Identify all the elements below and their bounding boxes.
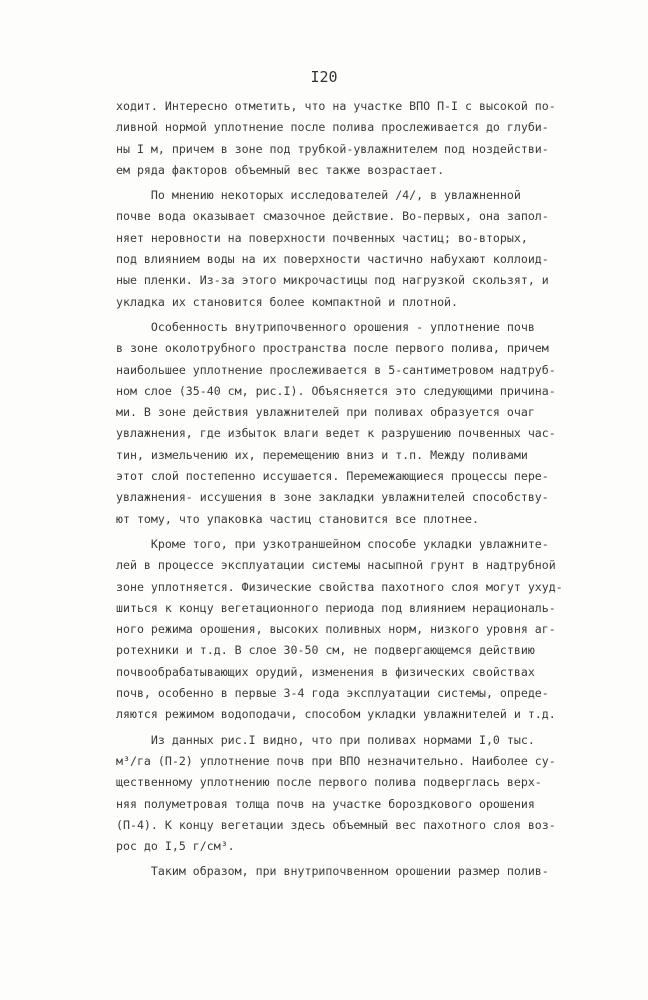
text-line: тин, измельчению их, перемещению вниз и т.п. Между поливами — [116, 447, 528, 462]
text-line: рос до I,5 г/см³. — [116, 839, 235, 854]
text-line: наибольшее уплотнение прослеживается в 5-сантиметровом надтруб- — [116, 362, 556, 377]
text-line: ны I м, причем в зоне под трубкой-увлажнителем под ноздействи- — [116, 141, 549, 156]
text-line: (П-4). К концу вегетации здесь объемный вес пахотного слоя воз- — [116, 817, 556, 832]
text-line: Таким образом, при внутрипочвенном орошении размер полив- — [116, 864, 549, 879]
text-line: увлажнения, где избыток влаги ведет к разрушению почвенных час- — [116, 426, 556, 441]
text-line: Особенность внутрипочвенного орошения - уплотнение почв — [116, 319, 535, 334]
page-number: I20 — [310, 68, 338, 86]
paragraph — [116, 317, 616, 530]
text-line: м³/га (П-2) уплотнение почв при ВПО незначительно. Наиболее су- — [116, 753, 556, 768]
text-line: ливной нормой уплотнение после полива прослеживается до глуби- — [116, 120, 549, 135]
text-line: ем ряда факторов объемный вес также возрастает. — [116, 162, 445, 177]
text-line: Из данных рис.I видно, что при поливах нормами I,0 тыс. — [116, 732, 535, 747]
text-line: ном слое (35-40 см, рис.I). Объясняется это следующими причина- — [116, 383, 556, 398]
text-line: ми. В зоне действия увлажнителей при поливах образуется очаг — [116, 405, 535, 420]
paragraph — [116, 534, 616, 726]
paragraph — [116, 730, 616, 858]
text-line: в зоне околотрубного пространства после первого полива, причем — [116, 341, 549, 356]
text-line: ные пленки. Из-за этого микрочастицы под нагрузкой скользят, и — [116, 273, 549, 288]
paragraph — [116, 185, 616, 313]
text-line: няет неровности на поверхности почвенных частиц; во-вторых, — [116, 230, 528, 245]
text-line: няя полуметровая толща почв на участке бороздкового орошения — [116, 796, 535, 811]
text-line: под влиянием воды на их поверхности частично набухают коллоид- — [116, 252, 549, 267]
text-line: этот слой постепенно иссушается. Перемежающиеся процессы пере- — [116, 469, 549, 484]
text-line: почвообрабатывающих орудий, изменения в физических свойствах — [116, 664, 535, 679]
text-line: увлажнения- иссушения в зоне закладки увлажнителей способству- — [116, 490, 549, 505]
text-line: лей в процессе эксплуатации системы насыпной грунт в надтрубной — [116, 558, 556, 573]
text-line: ляются режимом водоподачи, способом укладки увлажнителей и т.д. — [116, 707, 556, 722]
paragraph — [116, 861, 616, 882]
text-line: шиться к концу вегетационного периода под влиянием нерациональ- — [116, 600, 556, 615]
body-text — [116, 96, 616, 883]
text-line: зоне уплотняется. Физические свойства пахотного слоя могут ухуд- — [116, 579, 563, 594]
text-line: ходит. Интересно отметить, что на участке ВПО П-I с высокой по- — [116, 99, 556, 113]
paragraph — [116, 96, 616, 181]
text-line: почв, особенно в первые 3-4 года эксплуатации системы, опреде- — [116, 686, 549, 701]
text-line: ют тому, что упаковка частиц становится все плотнее. — [116, 511, 479, 526]
text-line: Кроме того, при узкотраншейном способе укладки увлажните- — [116, 536, 549, 551]
text-line: ного режима орошения, высоких поливных норм, низкого уровня аг- — [116, 622, 556, 637]
text-line: ротехники и т.д. В слое 30-50 см, не подвергающемся действию — [116, 643, 535, 658]
text-line: щественному уплотнению после первого полива подверглась верх- — [116, 775, 542, 790]
text-line: По мнению некоторых исследователей /4/, в увлажненной — [116, 188, 521, 203]
text-line: укладка их становится более компактной и плотной. — [116, 294, 459, 309]
text-line: почве вода оказывает смазочное действие. Во-первых, она запол- — [116, 209, 549, 224]
